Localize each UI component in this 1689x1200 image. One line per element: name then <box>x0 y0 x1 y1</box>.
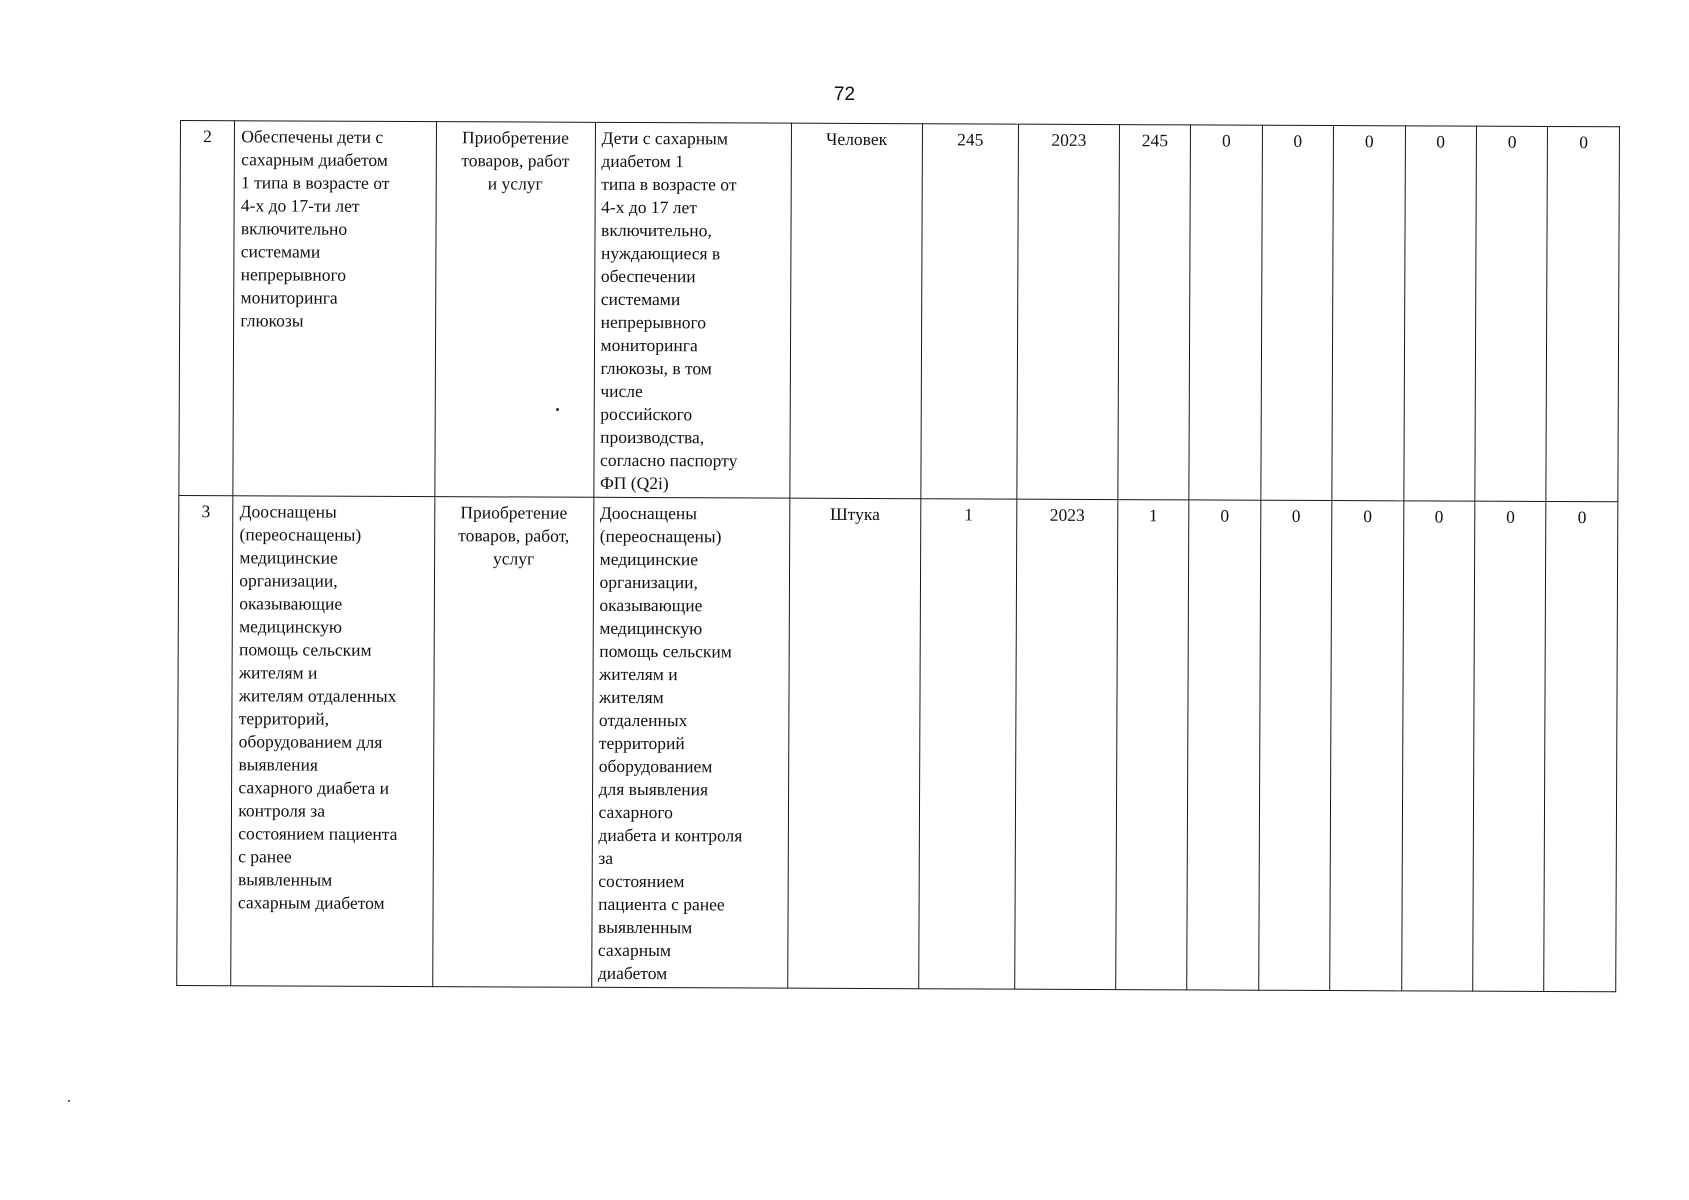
base-value: 245 <box>920 124 1018 499</box>
result-name: Обеспечены дети с сахарным диабетом 1 типа в возрасте от 4-х до 17-ти лет включительно системами непрерывного мониторинга глюкозы <box>233 121 436 497</box>
row-number: 3 <box>177 495 233 985</box>
base-year: 2023 <box>1017 124 1119 499</box>
row-number: 2 <box>179 121 235 496</box>
table-row <box>177 495 1618 991</box>
period-value: 1 <box>1116 500 1190 990</box>
period-value: 0 <box>1401 501 1475 991</box>
period-value: 245 <box>1118 125 1191 500</box>
period-value: 0 <box>1544 501 1618 991</box>
result-characteristic: Дооснащены (переоснащены) медицинские организации, оказывающие медицинскую помощь сельским жителям и жителям отдаленных территорий оборудованием для выявления сахарного диабета и контроля за состоянием пациента с ранее выявленным сахарным диабетом <box>591 497 789 988</box>
scan-speck <box>68 1100 70 1102</box>
unit-of-measure: Штука <box>787 498 920 989</box>
period-value: 0 <box>1546 126 1619 501</box>
period-value: 0 <box>1189 125 1262 500</box>
period-value: 0 <box>1258 500 1332 990</box>
result-characteristic: Дети с сахарным диабетом 1 типа в возрасте от 4-х до 17 лет включительно, нуждающиеся в обеспечении системами непрерывного мониторинга глюкозы, в том числе российского производства, согласно паспорту ФП (Q2i) <box>593 122 791 498</box>
period-value: 0 <box>1187 500 1261 990</box>
base-year: 2023 <box>1015 499 1118 989</box>
period-value: 0 <box>1261 125 1334 500</box>
results-table <box>176 120 1620 992</box>
period-value: 0 <box>1332 126 1405 501</box>
unit-of-measure: Человек <box>790 123 922 499</box>
table-row <box>179 121 1620 502</box>
result-name: Дооснащены (переоснащены) медицинские организации, оказывающие медицинскую помощь сельским жителям и жителям отдаленных территорий, оборудованием для выявления сахарного диабета и контроля за состоянием пациента с ранее выявленным сахарным диабетом <box>231 496 434 987</box>
result-type: Приобретение товаров, работ, услуг <box>432 497 593 988</box>
scan-speck <box>556 408 559 411</box>
period-value: 0 <box>1403 126 1476 501</box>
base-value: 1 <box>918 499 1017 989</box>
period-value: 0 <box>1475 126 1548 501</box>
page-number: 72 <box>833 84 856 105</box>
result-type: Приобретение товаров, работ и услуг <box>434 122 595 498</box>
period-value: 0 <box>1473 501 1547 991</box>
period-value: 0 <box>1330 501 1404 991</box>
